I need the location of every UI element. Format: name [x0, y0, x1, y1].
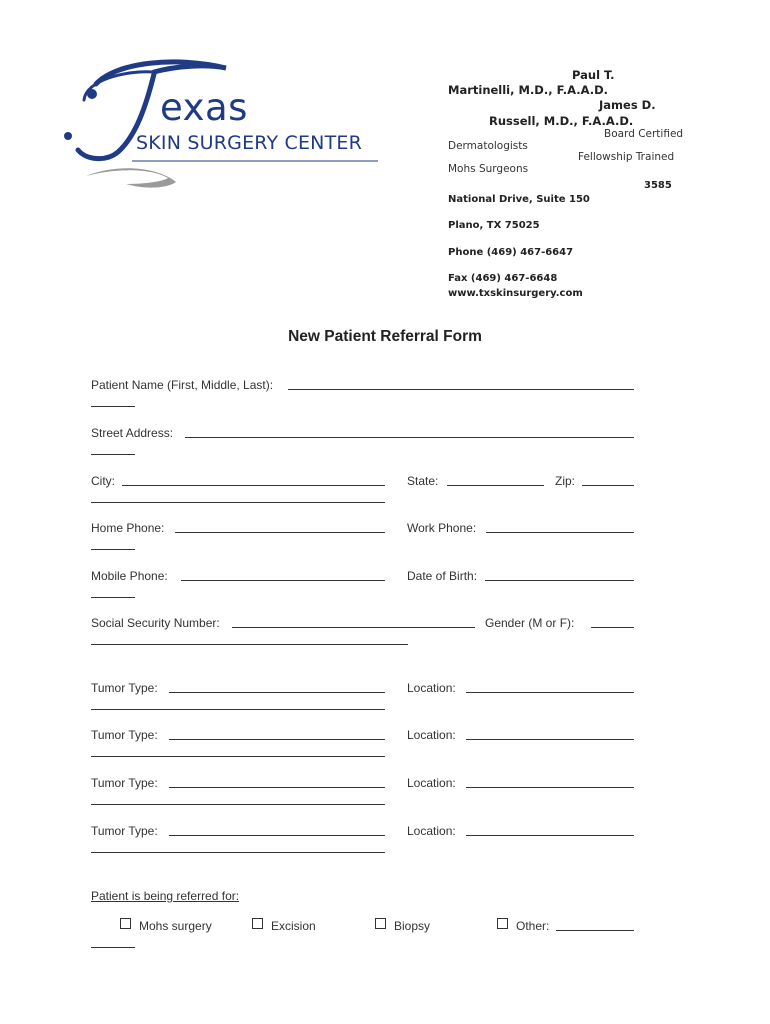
city-label: City:	[91, 474, 115, 488]
logo-subtitle: SKIN SURGERY CENTER	[136, 132, 363, 154]
referred-for-label: Patient is being referred for:	[91, 889, 240, 903]
dob-label: Date of Birth:	[407, 569, 478, 583]
doctor2-line1: James D.	[599, 98, 656, 112]
doctor1-line2: Martinelli, M.D., F.A.A.D.	[448, 83, 609, 97]
tumor-type-4-field-cont[interactable]	[91, 852, 385, 853]
city-field-cont[interactable]	[91, 502, 385, 503]
city-field[interactable]	[122, 485, 385, 486]
tumor-type-3-label: Tumor Type:	[91, 776, 158, 790]
mobile-phone-label: Mobile Phone:	[91, 569, 168, 583]
zip-field[interactable]	[582, 485, 634, 486]
texas-skin-surgery-logo	[56, 56, 386, 196]
ssn-field[interactable]	[232, 627, 475, 628]
mobile-phone-field[interactable]	[181, 580, 385, 581]
location-1-field[interactable]	[466, 692, 634, 693]
tumor-type-3-field[interactable]	[169, 787, 385, 788]
street-address-field[interactable]	[185, 437, 634, 438]
patient-name-label: Patient Name (First, Middle, Last):	[91, 378, 274, 392]
tumor-type-1-field-cont[interactable]	[91, 709, 385, 710]
location-3-field[interactable]	[466, 787, 634, 788]
location-1-label: Location:	[407, 681, 456, 695]
tumor-type-2-field[interactable]	[169, 739, 385, 740]
zip-label: Zip:	[555, 474, 576, 488]
street-address-field-cont[interactable]	[91, 454, 135, 455]
state-label: State:	[407, 474, 439, 488]
excision-label: Excision	[271, 919, 316, 933]
biopsy-label: Biopsy	[394, 919, 431, 933]
excision-checkbox[interactable]	[252, 918, 263, 929]
patient-name-field-cont[interactable]	[91, 406, 135, 407]
gender-label: Gender (M or F):	[485, 616, 575, 630]
other-checkbox[interactable]	[497, 918, 508, 929]
mohs-surgeons: Mohs Surgeons	[448, 163, 529, 175]
tumor-type-2-label: Tumor Type:	[91, 728, 158, 742]
other-field[interactable]	[556, 930, 634, 931]
website-link[interactable]: www.txskinsurgery.com	[448, 288, 583, 299]
mohs-surgery-label: Mohs surgery	[139, 919, 212, 933]
logo-word: exas	[160, 86, 248, 129]
doctor1-line1: Paul T.	[572, 68, 615, 82]
other-field-cont[interactable]	[91, 947, 135, 948]
dermatologists: Dermatologists	[448, 140, 528, 152]
tumor-type-4-label: Tumor Type:	[91, 824, 158, 838]
state-field[interactable]	[447, 485, 544, 486]
location-2-label: Location:	[407, 728, 456, 742]
tumor-type-1-label: Tumor Type:	[91, 681, 158, 695]
location-2-field[interactable]	[466, 739, 634, 740]
dob-field[interactable]	[485, 580, 634, 581]
tumor-type-3-field-cont[interactable]	[91, 804, 385, 805]
board-certified: Board Certified	[604, 128, 684, 140]
tumor-type-1-field[interactable]	[169, 692, 385, 693]
other-label: Other:	[516, 919, 550, 933]
location-4-label: Location:	[407, 824, 456, 838]
ssn-label: Social Security Number:	[91, 616, 220, 630]
mobile-phone-field-cont[interactable]	[91, 597, 135, 598]
city-line: Plano, TX 75025	[448, 220, 540, 231]
location-3-label: Location:	[407, 776, 456, 790]
work-phone-field[interactable]	[486, 532, 634, 533]
home-phone-field-cont[interactable]	[91, 549, 135, 550]
tumor-type-2-field-cont[interactable]	[91, 756, 385, 757]
fellowship-trained: Fellowship Trained	[578, 151, 675, 163]
location-4-field[interactable]	[466, 835, 634, 836]
doctor2-line2: Russell, M.D., F.A.A.D.	[489, 114, 634, 128]
street-line: National Drive, Suite 150	[448, 194, 590, 205]
home-phone-field[interactable]	[175, 532, 385, 533]
tumor-type-4-field[interactable]	[169, 835, 385, 836]
biopsy-checkbox[interactable]	[375, 918, 386, 929]
gender-field[interactable]	[591, 627, 634, 628]
ssn-field-cont[interactable]	[91, 644, 408, 645]
street-number: 3585	[644, 180, 672, 191]
home-phone-label: Home Phone:	[91, 521, 165, 535]
phone-line: Phone (469) 467-6647	[448, 247, 574, 258]
work-phone-label: Work Phone:	[407, 521, 477, 535]
form-title: New Patient Referral Form	[288, 328, 482, 345]
mohs-surgery-checkbox[interactable]	[120, 918, 131, 929]
street-address-label: Street Address:	[91, 426, 174, 440]
fax-line: Fax (469) 467-6648	[448, 273, 558, 284]
patient-name-field[interactable]	[288, 389, 634, 390]
